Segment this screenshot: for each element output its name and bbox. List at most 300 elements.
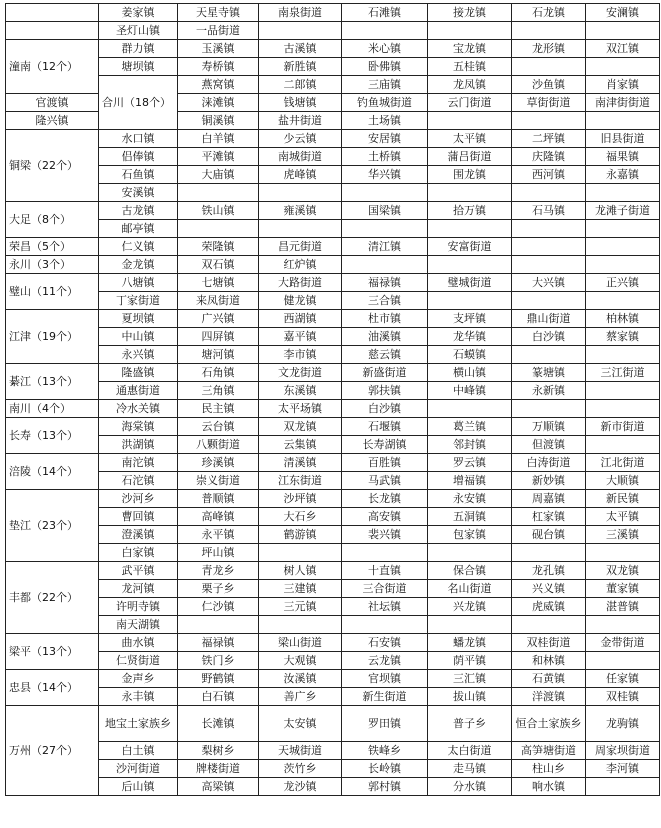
town-cell: 太平镇 bbox=[586, 508, 660, 526]
table-row bbox=[6, 562, 660, 580]
town-cell: 树人镇 bbox=[259, 562, 342, 580]
town-cell: 沙鱼镇 bbox=[512, 76, 586, 94]
town-cell: 太平场镇 bbox=[259, 400, 342, 418]
town-cell: 篆塘镇 bbox=[512, 364, 586, 382]
town-cell: 昌元街道 bbox=[259, 238, 342, 256]
town-cell: 清溪镇 bbox=[259, 454, 342, 472]
town-cell: 蟠龙镇 bbox=[428, 634, 512, 652]
town-cell: 澄溪镇 bbox=[99, 526, 178, 544]
table-body bbox=[6, 4, 660, 796]
town-cell: 鹤游镇 bbox=[259, 526, 342, 544]
town-cell: 石堰镇 bbox=[342, 418, 428, 436]
district-cell: 潼南（12个） bbox=[6, 40, 99, 94]
town-cell bbox=[512, 346, 586, 364]
town-cell: 海棠镇 bbox=[99, 418, 178, 436]
town-cell: 太安镇 bbox=[259, 706, 342, 742]
town-cell: 庆隆镇 bbox=[512, 148, 586, 166]
town-cell bbox=[342, 184, 428, 202]
table-row bbox=[6, 238, 660, 256]
town-cell: 周家坝街道 bbox=[586, 742, 660, 760]
town-cell: 江东街道 bbox=[259, 472, 342, 490]
town-cell: 大路街道 bbox=[259, 274, 342, 292]
district-cell: 万州（27个） bbox=[6, 706, 99, 796]
town-cell: 太白街道 bbox=[428, 742, 512, 760]
table-row bbox=[6, 580, 660, 598]
table-row bbox=[6, 76, 660, 94]
town-cell bbox=[428, 400, 512, 418]
town-cell: 古龙镇 bbox=[99, 202, 178, 220]
town-cell: 太平镇 bbox=[428, 130, 512, 148]
town-cell: 华兴镇 bbox=[342, 166, 428, 184]
town-cell bbox=[586, 220, 660, 238]
table-row bbox=[6, 166, 660, 184]
town-cell: 沙河乡 bbox=[99, 490, 178, 508]
town-cell bbox=[428, 544, 512, 562]
town-cell: 少云镇 bbox=[259, 130, 342, 148]
town-cell: 长岭镇 bbox=[342, 760, 428, 778]
town-cell: 南泉街道 bbox=[259, 4, 342, 22]
town-cell bbox=[259, 220, 342, 238]
town-cell: 南天湖镇 bbox=[99, 616, 178, 634]
town-cell: 双江镇 bbox=[586, 40, 660, 58]
town-cell: 普子乡 bbox=[428, 706, 512, 742]
town-cell: 石蟆镇 bbox=[428, 346, 512, 364]
town-cell: 横山镇 bbox=[428, 364, 512, 382]
town-cell: 沙坪镇 bbox=[259, 490, 342, 508]
town-cell: 雍溪镇 bbox=[259, 202, 342, 220]
town-cell: 高梁镇 bbox=[178, 778, 259, 796]
town-cell: 南津街街道 bbox=[586, 94, 660, 112]
town-cell: 虎峰镇 bbox=[259, 166, 342, 184]
town-cell bbox=[586, 112, 660, 130]
town-cell: 十直镇 bbox=[342, 562, 428, 580]
town-cell bbox=[586, 184, 660, 202]
town-cell: 石龙镇 bbox=[512, 4, 586, 22]
town-cell: 双龙镇 bbox=[259, 418, 342, 436]
district-cell: 梁平（13个） bbox=[6, 634, 99, 670]
table-row bbox=[6, 742, 660, 760]
district-cell: 璧山（11个） bbox=[6, 274, 99, 310]
town-cell: 石沱镇 bbox=[99, 472, 178, 490]
district-cell: 合川（18个） bbox=[99, 76, 178, 130]
town-cell: 四屏镇 bbox=[178, 328, 259, 346]
town-cell: 文龙街道 bbox=[259, 364, 342, 382]
town-cell: 高峰镇 bbox=[178, 508, 259, 526]
town-cell: 福禄镇 bbox=[178, 634, 259, 652]
table-row bbox=[6, 688, 660, 706]
town-cell: 铁峰乡 bbox=[342, 742, 428, 760]
town-cell bbox=[586, 544, 660, 562]
town-cell: 周嘉镇 bbox=[512, 490, 586, 508]
town-cell: 但渡镇 bbox=[512, 436, 586, 454]
town-cell: 群力镇 bbox=[99, 40, 178, 58]
town-cell: 高笋塘街道 bbox=[512, 742, 586, 760]
town-cell bbox=[428, 220, 512, 238]
table-row bbox=[6, 760, 660, 778]
town-cell: 李市镇 bbox=[259, 346, 342, 364]
town-cell: 五洞镇 bbox=[428, 508, 512, 526]
town-cell: 长滩镇 bbox=[178, 706, 259, 742]
town-cell: 龙孔镇 bbox=[512, 562, 586, 580]
town-cell: 蔡家镇 bbox=[586, 328, 660, 346]
town-cell: 铜溪镇 bbox=[178, 112, 259, 130]
town-cell: 圣灯山镇 bbox=[99, 22, 178, 40]
town-cell bbox=[428, 184, 512, 202]
town-cell: 西河镇 bbox=[512, 166, 586, 184]
town-cell: 龙滩子街道 bbox=[586, 202, 660, 220]
town-cell: 仁贤街道 bbox=[99, 652, 178, 670]
town-cell: 侣俸镇 bbox=[99, 148, 178, 166]
table-row bbox=[6, 706, 660, 742]
town-cell: 天星寺镇 bbox=[178, 4, 259, 22]
town-cell bbox=[512, 256, 586, 274]
town-cell: 李河镇 bbox=[586, 760, 660, 778]
table-row bbox=[6, 22, 660, 40]
town-cell: 邮亭镇 bbox=[99, 220, 178, 238]
town-cell: 白羊镇 bbox=[178, 130, 259, 148]
district-cell: 涪陵（14个） bbox=[6, 454, 99, 490]
town-cell: 罗云镇 bbox=[428, 454, 512, 472]
town-cell: 三江街道 bbox=[586, 364, 660, 382]
town-cell bbox=[586, 616, 660, 634]
town-cell: 武平镇 bbox=[99, 562, 178, 580]
town-cell: 官渡镇 bbox=[6, 94, 99, 112]
district-cell: 丰都（22个） bbox=[6, 562, 99, 634]
town-cell: 白石镇 bbox=[178, 688, 259, 706]
town-cell: 栗子乡 bbox=[178, 580, 259, 598]
table-row bbox=[6, 148, 660, 166]
town-cell: 来凤街道 bbox=[178, 292, 259, 310]
town-cell bbox=[428, 256, 512, 274]
town-cell: 龙凤镇 bbox=[428, 76, 512, 94]
district-cell: 荣昌（5个） bbox=[6, 238, 99, 256]
town-cell bbox=[586, 778, 660, 796]
town-cell: 平滩镇 bbox=[178, 148, 259, 166]
town-cell bbox=[512, 616, 586, 634]
town-cell: 旧县街道 bbox=[586, 130, 660, 148]
town-cell: 塘河镇 bbox=[178, 346, 259, 364]
town-cell bbox=[512, 544, 586, 562]
town-cell: 石鱼镇 bbox=[99, 166, 178, 184]
town-cell: 长龙镇 bbox=[342, 490, 428, 508]
town-cell: 健龙镇 bbox=[259, 292, 342, 310]
town-cell: 永嘉镇 bbox=[586, 166, 660, 184]
town-cell: 大观镇 bbox=[259, 652, 342, 670]
table-row bbox=[6, 778, 660, 796]
town-cell: 云门街道 bbox=[428, 94, 512, 112]
district-cell bbox=[6, 4, 99, 22]
town-cell: 冷水关镇 bbox=[99, 400, 178, 418]
town-cell: 安溪镇 bbox=[99, 184, 178, 202]
town-cell: 龙河镇 bbox=[99, 580, 178, 598]
town-cell bbox=[428, 292, 512, 310]
town-cell: 接龙镇 bbox=[428, 4, 512, 22]
town-cell: 仁沙镇 bbox=[178, 598, 259, 616]
town-cell: 曲水镇 bbox=[99, 634, 178, 652]
town-cell: 石安镇 bbox=[342, 634, 428, 652]
town-cell: 后山镇 bbox=[99, 778, 178, 796]
district-cell: 江津（19个） bbox=[6, 310, 99, 364]
town-cell: 大顺镇 bbox=[586, 472, 660, 490]
table-row bbox=[6, 382, 660, 400]
town-cell: 兴龙镇 bbox=[428, 598, 512, 616]
town-cell: 珍溪镇 bbox=[178, 454, 259, 472]
town-cell: 铁门乡 bbox=[178, 652, 259, 670]
table-row bbox=[6, 418, 660, 436]
town-cell: 蒲吕街道 bbox=[428, 148, 512, 166]
town-cell: 中峰镇 bbox=[428, 382, 512, 400]
town-cell: 江北街道 bbox=[586, 454, 660, 472]
table-row bbox=[6, 436, 660, 454]
table-row bbox=[6, 130, 660, 148]
town-cell: 杜市镇 bbox=[342, 310, 428, 328]
town-cell bbox=[259, 184, 342, 202]
town-cell: 石马镇 bbox=[512, 202, 586, 220]
town-cell: 野鹤镇 bbox=[178, 670, 259, 688]
town-cell: 隆盛镇 bbox=[99, 364, 178, 382]
town-cell: 广兴镇 bbox=[178, 310, 259, 328]
town-cell: 燕窝镇 bbox=[178, 76, 259, 94]
town-cell bbox=[512, 58, 586, 76]
town-cell: 五桂镇 bbox=[428, 58, 512, 76]
town-cell: 土桥镇 bbox=[342, 148, 428, 166]
table-row bbox=[6, 616, 660, 634]
district-town-table bbox=[5, 3, 660, 796]
town-cell: 龙驹镇 bbox=[586, 706, 660, 742]
town-cell: 钓鱼城街道 bbox=[342, 94, 428, 112]
town-cell: 三合街道 bbox=[342, 580, 428, 598]
district-cell: 永川（3个） bbox=[6, 256, 99, 274]
town-cell: 八塘镇 bbox=[99, 274, 178, 292]
table-row bbox=[6, 310, 660, 328]
town-cell: 柏林镇 bbox=[586, 310, 660, 328]
table-row bbox=[6, 328, 660, 346]
town-cell: 永新镇 bbox=[512, 382, 586, 400]
table-row bbox=[6, 346, 660, 364]
town-cell: 石角镇 bbox=[178, 364, 259, 382]
table-row bbox=[6, 670, 660, 688]
town-cell: 石滩镇 bbox=[342, 4, 428, 22]
town-cell: 洋渡镇 bbox=[512, 688, 586, 706]
town-cell: 荫平镇 bbox=[428, 652, 512, 670]
town-cell: 新胜镇 bbox=[259, 58, 342, 76]
town-cell: 支坪镇 bbox=[428, 310, 512, 328]
town-cell: 通惠街道 bbox=[99, 382, 178, 400]
town-cell bbox=[586, 22, 660, 40]
town-cell bbox=[586, 256, 660, 274]
town-cell: 牌楼街道 bbox=[178, 760, 259, 778]
town-cell: 响水镇 bbox=[512, 778, 586, 796]
town-cell: 金声乡 bbox=[99, 670, 178, 688]
town-cell: 民主镇 bbox=[178, 400, 259, 418]
town-cell: 二郎镇 bbox=[259, 76, 342, 94]
town-cell: 八颗街道 bbox=[178, 436, 259, 454]
town-cell: 官坝镇 bbox=[342, 670, 428, 688]
town-cell: 南沱镇 bbox=[99, 454, 178, 472]
table-row bbox=[6, 508, 660, 526]
town-cell bbox=[259, 616, 342, 634]
town-cell: 油溪镇 bbox=[342, 328, 428, 346]
town-cell: 新民镇 bbox=[586, 490, 660, 508]
town-cell: 双龙镇 bbox=[586, 562, 660, 580]
town-cell: 云集镇 bbox=[259, 436, 342, 454]
town-cell: 金带街道 bbox=[586, 634, 660, 652]
town-cell: 梨树乡 bbox=[178, 742, 259, 760]
town-cell: 保合镇 bbox=[428, 562, 512, 580]
town-cell bbox=[512, 238, 586, 256]
town-cell: 寿桥镇 bbox=[178, 58, 259, 76]
town-cell: 和林镇 bbox=[512, 652, 586, 670]
town-cell: 塘坝镇 bbox=[99, 58, 178, 76]
town-cell: 丁家街道 bbox=[99, 292, 178, 310]
town-cell bbox=[586, 400, 660, 418]
town-cell: 涞滩镇 bbox=[178, 94, 259, 112]
table-row bbox=[6, 598, 660, 616]
town-cell: 嘉平镇 bbox=[259, 328, 342, 346]
town-cell: 三角镇 bbox=[178, 382, 259, 400]
town-cell: 裴兴镇 bbox=[342, 526, 428, 544]
town-cell: 大石乡 bbox=[259, 508, 342, 526]
town-cell: 七塘镇 bbox=[178, 274, 259, 292]
town-cell: 西湖镇 bbox=[259, 310, 342, 328]
district-cell: 忠县（14个） bbox=[6, 670, 99, 706]
town-cell: 梁山街道 bbox=[259, 634, 342, 652]
town-cell: 安居镇 bbox=[342, 130, 428, 148]
town-cell bbox=[512, 112, 586, 130]
town-cell: 邻封镇 bbox=[428, 436, 512, 454]
table-row bbox=[6, 454, 660, 472]
town-cell: 新生街道 bbox=[342, 688, 428, 706]
town-cell: 汝溪镇 bbox=[259, 670, 342, 688]
town-cell: 马武镇 bbox=[342, 472, 428, 490]
town-cell: 米心镇 bbox=[342, 40, 428, 58]
town-cell bbox=[586, 346, 660, 364]
town-cell: 三庙镇 bbox=[342, 76, 428, 94]
town-cell: 中山镇 bbox=[99, 328, 178, 346]
town-cell: 白家镇 bbox=[99, 544, 178, 562]
table-row bbox=[6, 256, 660, 274]
table-row bbox=[6, 400, 660, 418]
town-cell: 铁山镇 bbox=[178, 202, 259, 220]
table-row bbox=[6, 490, 660, 508]
town-cell: 三汇镇 bbox=[428, 670, 512, 688]
town-cell bbox=[178, 184, 259, 202]
town-cell: 正兴镇 bbox=[586, 274, 660, 292]
table-row bbox=[6, 4, 660, 22]
town-cell: 崇义街道 bbox=[178, 472, 259, 490]
town-cell: 任家镇 bbox=[586, 670, 660, 688]
town-cell bbox=[428, 112, 512, 130]
town-cell bbox=[259, 22, 342, 40]
town-cell: 卧佛镇 bbox=[342, 58, 428, 76]
town-cell: 金龙镇 bbox=[99, 256, 178, 274]
district-cell: 长寿（13个） bbox=[6, 418, 99, 454]
table-row bbox=[6, 472, 660, 490]
town-cell: 清江镇 bbox=[342, 238, 428, 256]
table-row bbox=[6, 202, 660, 220]
town-cell: 新盛街道 bbox=[342, 364, 428, 382]
town-cell: 兴义镇 bbox=[512, 580, 586, 598]
town-cell: 荣隆镇 bbox=[178, 238, 259, 256]
town-cell bbox=[428, 22, 512, 40]
town-cell: 青龙乡 bbox=[178, 562, 259, 580]
town-cell: 一品街道 bbox=[178, 22, 259, 40]
town-cell bbox=[342, 544, 428, 562]
town-cell: 普顺镇 bbox=[178, 490, 259, 508]
town-cell: 长寿湖镇 bbox=[342, 436, 428, 454]
town-cell: 国梁镇 bbox=[342, 202, 428, 220]
town-cell: 福果镇 bbox=[586, 148, 660, 166]
town-cell: 白涛街道 bbox=[512, 454, 586, 472]
town-cell bbox=[586, 238, 660, 256]
town-cell: 三元镇 bbox=[259, 598, 342, 616]
town-cell: 双桂街道 bbox=[512, 634, 586, 652]
town-cell: 善广乡 bbox=[259, 688, 342, 706]
town-cell: 虎威镇 bbox=[512, 598, 586, 616]
town-cell: 大兴镇 bbox=[512, 274, 586, 292]
town-cell: 盐井街道 bbox=[259, 112, 342, 130]
table-row bbox=[6, 364, 660, 382]
town-cell: 永兴镇 bbox=[99, 346, 178, 364]
town-cell: 白土镇 bbox=[99, 742, 178, 760]
town-cell: 砚台镇 bbox=[512, 526, 586, 544]
town-cell: 地宝土家族乡 bbox=[99, 706, 178, 742]
town-cell: 东溪镇 bbox=[259, 382, 342, 400]
table-row bbox=[6, 544, 660, 562]
town-cell bbox=[586, 652, 660, 670]
table-row bbox=[6, 220, 660, 238]
town-cell: 郭扶镇 bbox=[342, 382, 428, 400]
town-cell: 白沙镇 bbox=[342, 400, 428, 418]
town-cell: 增福镇 bbox=[428, 472, 512, 490]
town-cell: 洪湖镇 bbox=[99, 436, 178, 454]
town-cell: 白沙镇 bbox=[512, 328, 586, 346]
town-cell bbox=[178, 616, 259, 634]
town-cell: 夏坝镇 bbox=[99, 310, 178, 328]
town-cell: 双桂镇 bbox=[586, 688, 660, 706]
town-cell: 董家镇 bbox=[586, 580, 660, 598]
town-cell bbox=[586, 382, 660, 400]
town-cell bbox=[586, 58, 660, 76]
town-cell: 永安镇 bbox=[428, 490, 512, 508]
town-cell: 社坛镇 bbox=[342, 598, 428, 616]
town-cell: 安澜镇 bbox=[586, 4, 660, 22]
town-cell: 高安镇 bbox=[342, 508, 428, 526]
town-cell: 葛兰镇 bbox=[428, 418, 512, 436]
town-cell: 隆兴镇 bbox=[6, 112, 99, 130]
town-cell: 拾万镇 bbox=[428, 202, 512, 220]
table-row bbox=[6, 184, 660, 202]
town-cell: 安富街道 bbox=[428, 238, 512, 256]
town-cell: 龙沙镇 bbox=[259, 778, 342, 796]
town-cell: 柱山乡 bbox=[512, 760, 586, 778]
town-cell: 鼎山街道 bbox=[512, 310, 586, 328]
town-cell: 拔山镇 bbox=[428, 688, 512, 706]
town-cell: 名山街道 bbox=[428, 580, 512, 598]
town-cell bbox=[342, 22, 428, 40]
town-cell: 福禄镇 bbox=[342, 274, 428, 292]
town-cell bbox=[512, 400, 586, 418]
town-cell bbox=[586, 292, 660, 310]
town-cell: 仁义镇 bbox=[99, 238, 178, 256]
town-cell bbox=[342, 616, 428, 634]
town-cell: 石黄镇 bbox=[512, 670, 586, 688]
town-cell bbox=[342, 220, 428, 238]
town-cell: 走马镇 bbox=[428, 760, 512, 778]
town-cell: 杠家镇 bbox=[512, 508, 586, 526]
town-cell: 钱塘镇 bbox=[259, 94, 342, 112]
town-cell: 龙华镇 bbox=[428, 328, 512, 346]
